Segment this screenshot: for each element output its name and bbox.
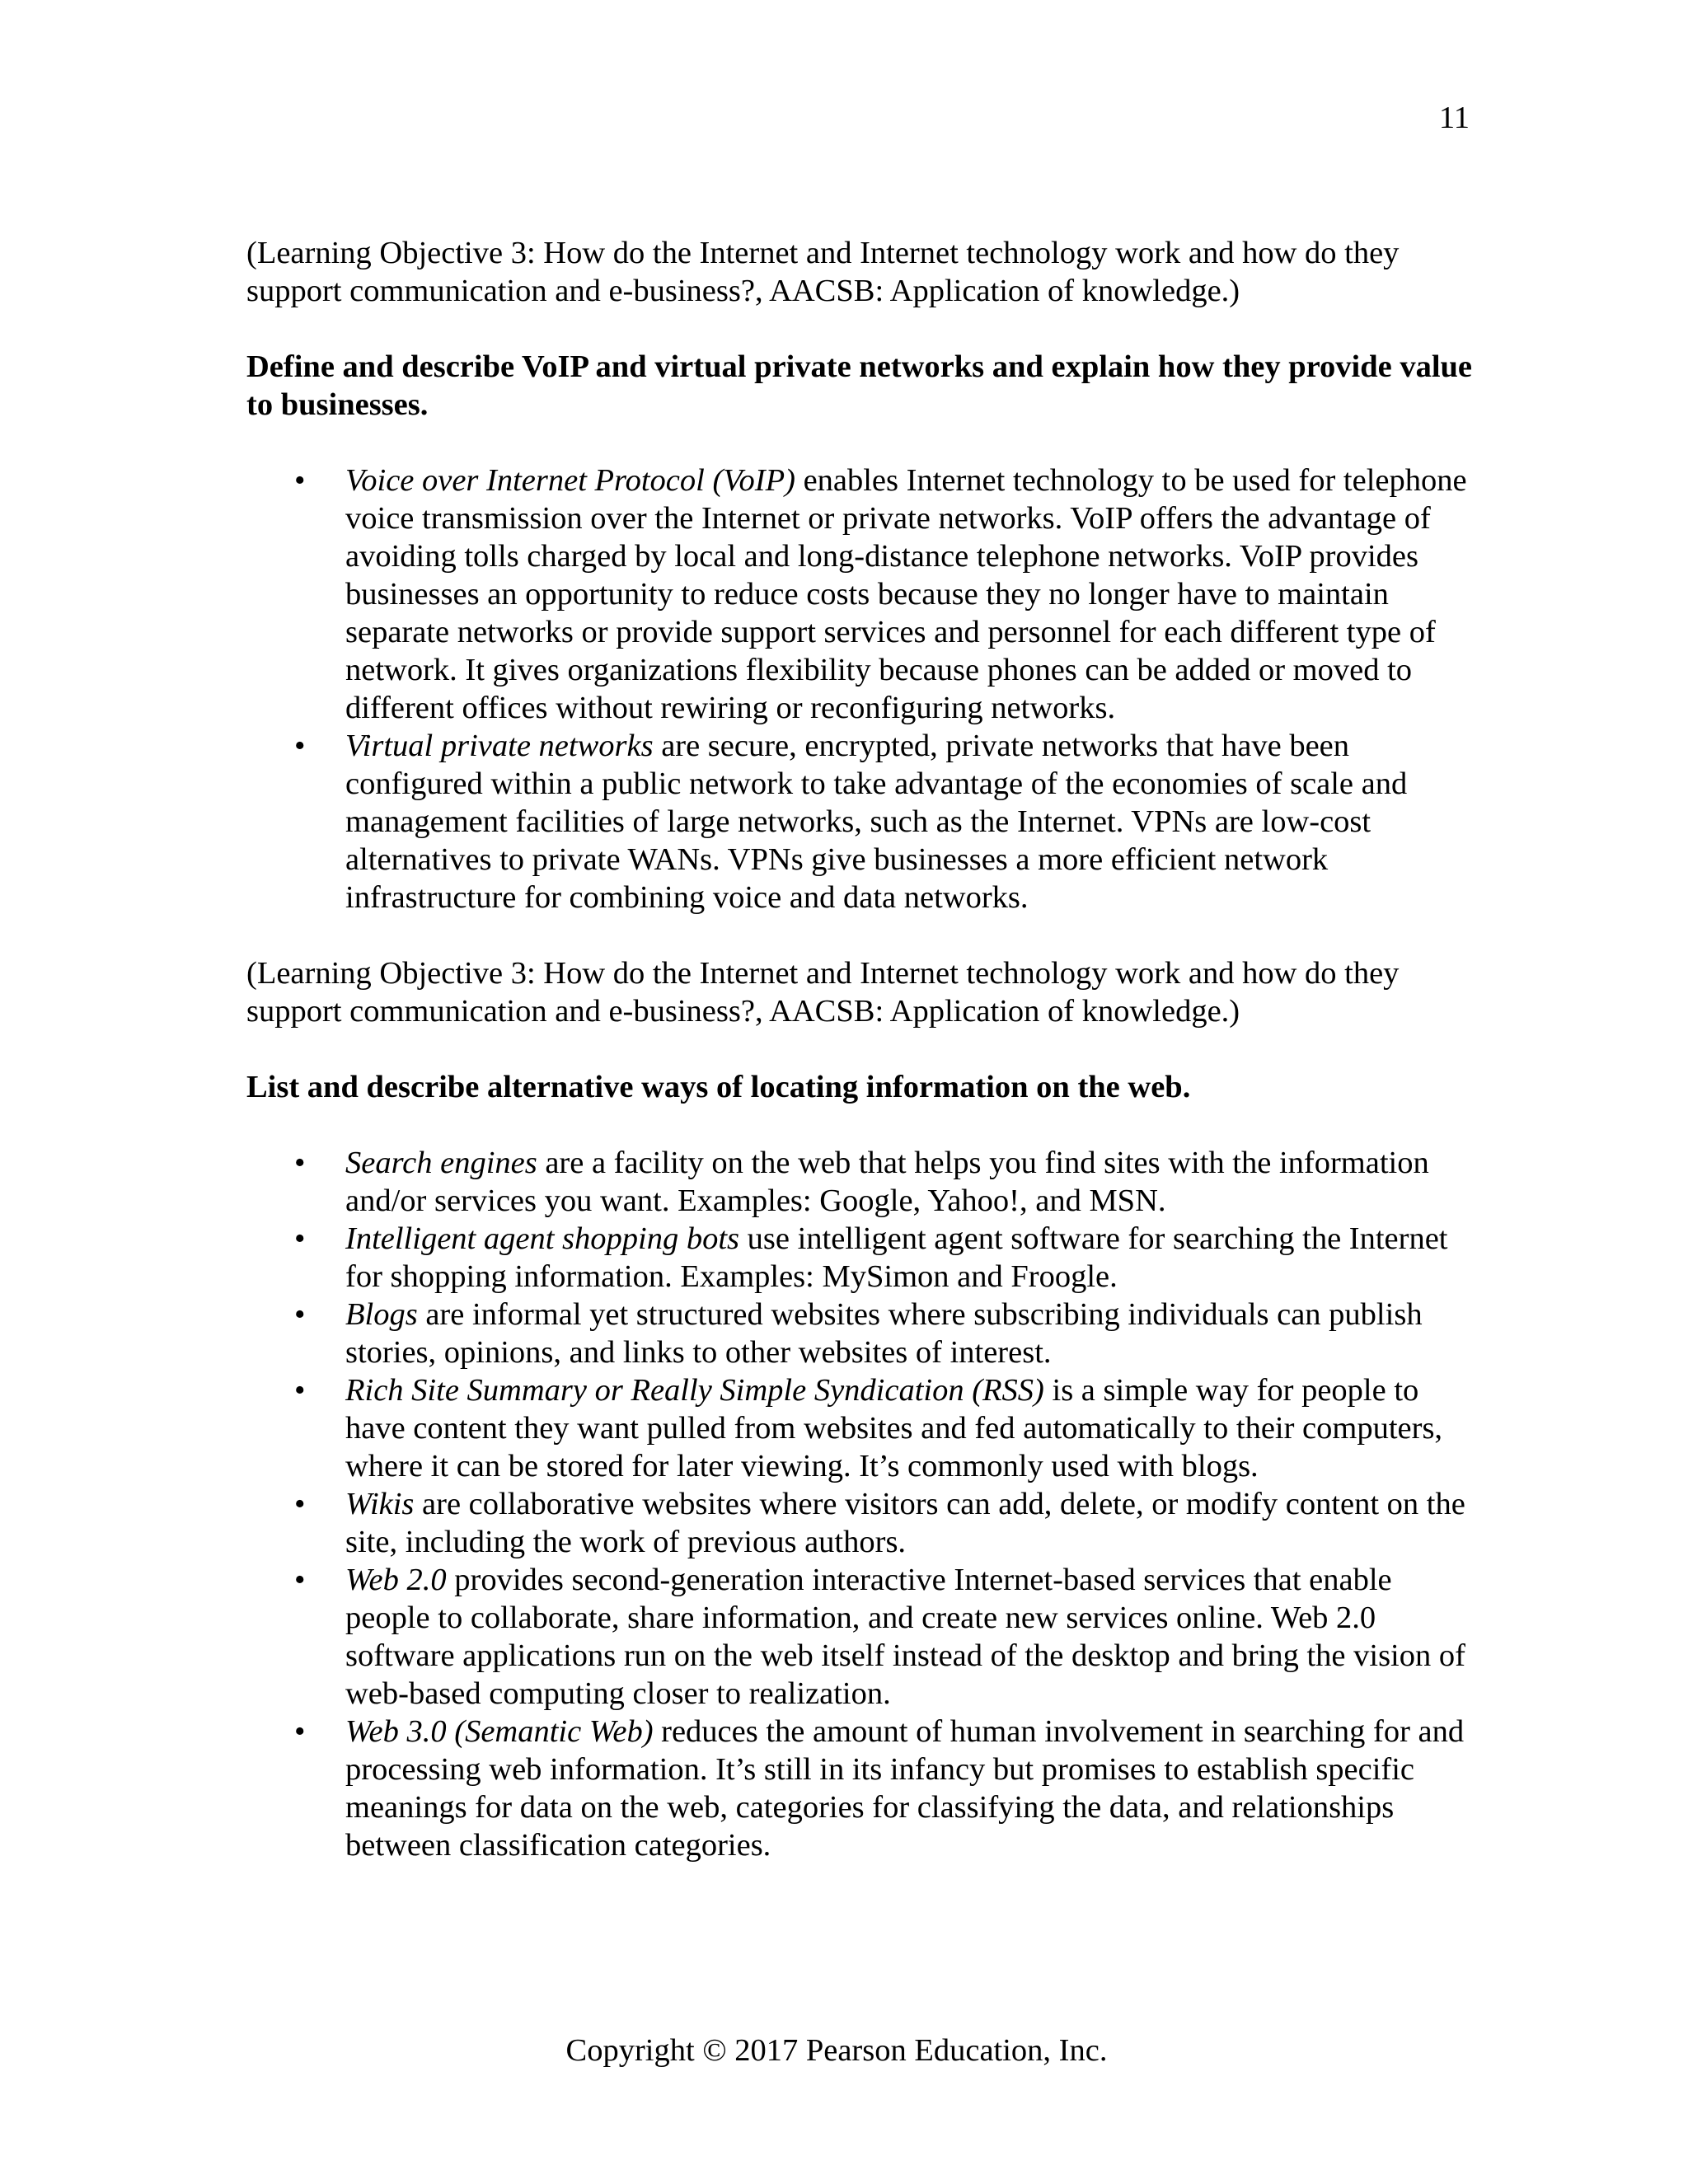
learning-objective: (Learning Objective 3: How do the Internet and Internet technology work and how do they support communication and e-business?, AACSB: Application of knowledge.) — [246, 956, 1400, 1029]
list-item — [246, 1561, 1483, 1713]
list-item — [246, 1371, 1483, 1485]
list-item — [246, 1296, 1483, 1371]
term-description: is a simple way for people to have content they want pulled from websites and fed automatically to their computers, where it can be stored for later viewing. It’s commonly used with blogs. — [345, 1373, 1443, 1483]
term: Blogs — [345, 1297, 418, 1332]
question-heading: Define and describe VoIP and virtual private networks and explain how they provide value to businesses. — [246, 349, 1473, 422]
bullet-icon: • — [294, 1297, 306, 1332]
term: Web 2.0 — [345, 1563, 447, 1597]
bullet-icon: • — [294, 1221, 306, 1256]
term: Virtual private networks — [345, 729, 654, 763]
answer-list — [246, 1144, 1483, 1864]
bullet-icon: • — [294, 1714, 306, 1749]
list-item — [246, 1485, 1483, 1561]
term: Rich Site Summary or Really Simple Syndication (RSS) — [345, 1373, 1044, 1408]
list-item — [246, 1713, 1483, 1864]
answer-list — [246, 462, 1483, 916]
list-item — [246, 1220, 1483, 1296]
term-description: enables Internet technology to be used for telephone voice transmission over the Internet or private networks. VoIP offers the advantage of avoiding tolls charged by local and long-distance telephone networks. VoIP provides businesses an opportunity to reduce costs because they no longer have to maintain separate networks or provide support services and personnel for each different type of network. It gives organizations flexibility because phones can be added or moved to different offices without rewiring or reconfiguring networks. — [345, 463, 1467, 725]
term-description: are informal yet structured websites where subscribing individuals can publish stories, opinions, and links to other websites of interest. — [345, 1297, 1423, 1370]
term-description: reduces the amount of human involvement in searching for and processing web information. It’s still in its infancy but promises to establish specific meanings for data on the web, categories for classifying the data, and relationships between classification categories. — [345, 1714, 1465, 1863]
document-body — [246, 234, 1483, 1902]
term-description: are a facility on the web that helps you find sites with the information and/or services you want. Examples: Google, Yahoo!, and MSN. — [345, 1146, 1429, 1218]
page-number: 11 — [1438, 101, 1470, 135]
term: Wikis — [345, 1487, 423, 1521]
term-description: are collaborative websites where visitors can add, delete, or modify content on the site, including the work of previous authors. — [345, 1487, 1465, 1559]
bullet-icon: • — [294, 1563, 306, 1597]
term: Search engines — [345, 1146, 537, 1180]
term: Web 3.0 (Semantic Web) — [345, 1714, 654, 1749]
term-description: provides second-generation interactive Internet-based services that enable people to collaborate, share information, and create new services online. Web 2.0 software applications run on the web itself instead of the desktop and bring the vision of web-based computing closer to realization. — [345, 1563, 1465, 1711]
bullet-icon: • — [294, 729, 306, 763]
list-item — [246, 1144, 1483, 1220]
bullet-icon: • — [294, 1146, 306, 1180]
question-heading: List and describe alternative ways of locating information on the web. — [246, 1070, 1191, 1104]
bullet-icon: • — [294, 1487, 306, 1521]
term: Voice over Internet Protocol (VoIP) — [345, 463, 804, 498]
term-description: use intelligent agent software for searching the Internet for shopping information. Examples: MySimon and Froogle. — [345, 1221, 1448, 1294]
bullet-icon: • — [294, 463, 306, 498]
list-item — [246, 462, 1483, 727]
copyright-footer: Copyright © 2017 Pearson Education, Inc. — [565, 2033, 1108, 2068]
list-item — [246, 727, 1483, 916]
term-description: are secure, encrypted, private networks that have been configured within a public network to take advantage of the economies of scale and management facilities of large networks, such as the Internet. VPNs are low-cost alternatives to private WANs. VPNs give businesses a more efficient network infrastructure for combining voice and data networks. — [345, 729, 1408, 915]
term: Intelligent agent shopping bots — [345, 1221, 739, 1256]
bullet-icon: • — [294, 1373, 306, 1408]
learning-objective: (Learning Objective 3: How do the Internet and Internet technology work and how do they support communication and e-business?, AACSB: Application of knowledge.) — [246, 236, 1400, 308]
